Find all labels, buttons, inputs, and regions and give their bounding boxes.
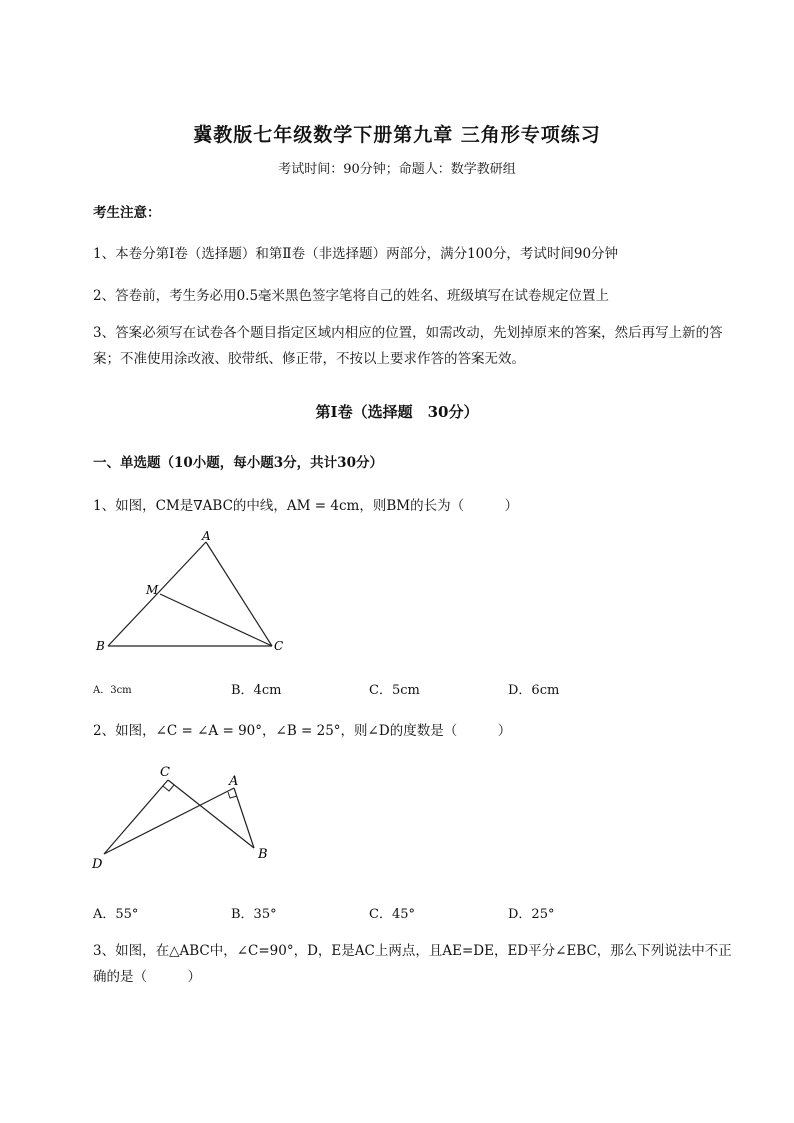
label-a: A (229, 774, 239, 789)
triangle-figure-2 (88, 760, 288, 875)
label-b: B (96, 639, 105, 653)
option-b[interactable]: B．35° (231, 907, 277, 922)
option-a[interactable]: A．3cm (93, 685, 132, 696)
triangle-figure-1 (90, 528, 300, 658)
label-c: C (160, 765, 170, 780)
section-title: 第I卷（选择题 30分） (315, 403, 479, 421)
page-subtitle: 考试时间：90分钟；命题人：数学教研组 (278, 162, 516, 177)
notice-item: 2、答卷前，考生务必用0.5毫米黑色签字笔将自己的姓名、班级填写在试卷规定位置上 (93, 288, 610, 304)
notice-item: 1、本卷分第I卷（选择题）和第Ⅱ卷（非选择题）两部分，满分100分，考试时间90分钟 (93, 246, 619, 262)
page-title: 冀教版七年级数学下册第九章 三角形专项练习 (193, 124, 601, 146)
option-c[interactable]: C．5cm (369, 683, 420, 698)
notice-heading: 考生注意： (93, 205, 161, 221)
part-title: 一、单选题（10小题，每小题3分，共计30分） (93, 455, 383, 471)
label-b: B (258, 847, 268, 862)
label-m: M (146, 583, 159, 597)
label-d: D (92, 857, 103, 872)
label-c: C (274, 639, 284, 653)
question-stem: 3、如图，在△ABC中，∠C=90°，D，E是AC上两点，且AE=DE，ED平分∠EBC，那么下列说法中不正确的是（ ） (93, 943, 732, 985)
label-a: A (202, 529, 211, 543)
option-d[interactable]: D．6cm (508, 683, 560, 698)
option-c[interactable]: C．45° (369, 907, 415, 922)
question-stem: 1、如图，CM是∇ABC的中线，AM = 4cm，则BM的长为（ ） (93, 498, 519, 514)
notice-item: 3、答案必须写在试卷各个题目指定区域内相应的位置，如需改动，先划掉原来的答案，然后再写上新的答案；不准使用涂改液、胶带纸、修正带，不按以上要求作答的答案无效。 (93, 325, 723, 367)
option-b[interactable]: B．4cm (231, 683, 282, 698)
option-a[interactable]: A．55° (93, 907, 139, 922)
question-stem: 2、如图，∠C = ∠A = 90°，∠B = 25°，则∠D的度数是（ ） (93, 723, 512, 739)
option-d[interactable]: D．25° (508, 907, 555, 922)
